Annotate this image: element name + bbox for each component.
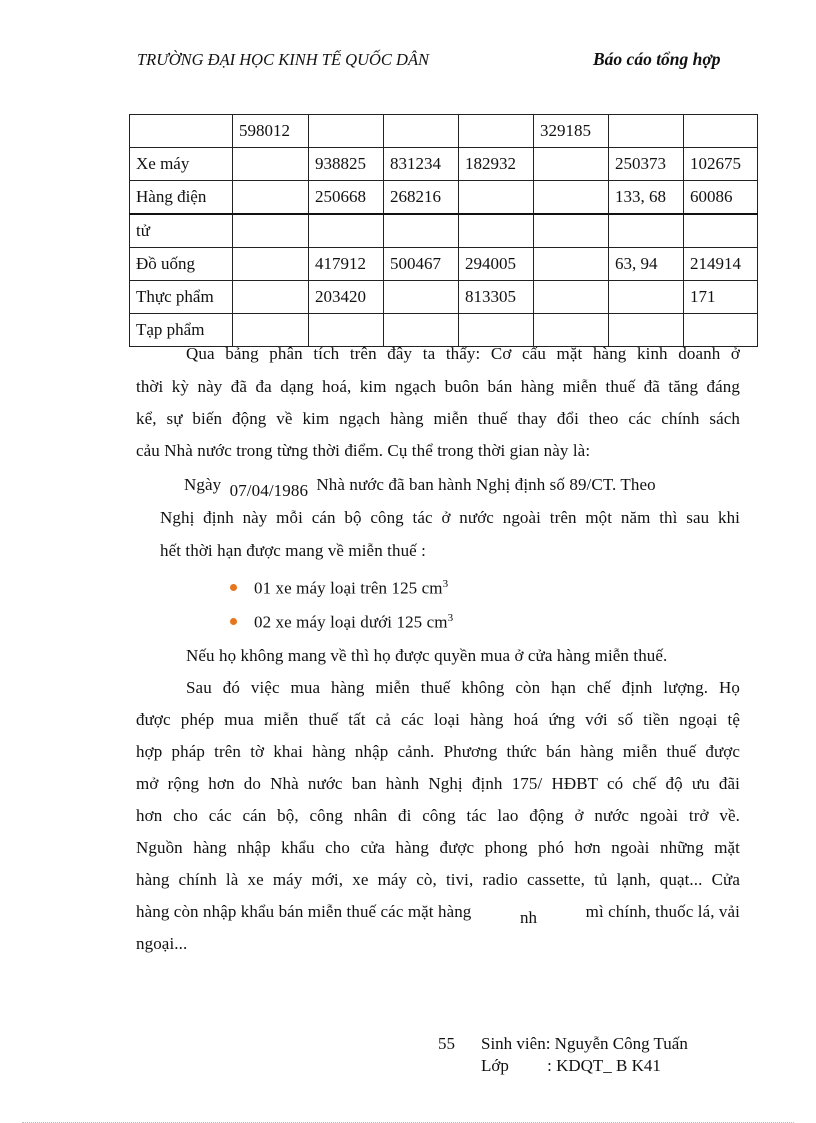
p2-date: 07/04/1986 [229, 481, 309, 500]
table-row [130, 181, 758, 215]
p4-line-9: ngoại... [136, 934, 188, 953]
table-cell [459, 214, 534, 248]
p4-line-7: hàng chính là xe máy mới, xe máy cò, tivi, radio cassette, tủ lạnh, quạt... Cửa [136, 870, 740, 889]
table-cell [384, 314, 459, 347]
p4-line-2: được phép mua miễn thuế tất cả các loại hàng hoá ứng với số tiền ngoại tệ [136, 710, 740, 729]
bullet-2-sup: 3 [447, 612, 454, 624]
bullet-dot-icon [230, 584, 237, 591]
table-cell [609, 314, 684, 347]
table-cell: 500467 [384, 248, 459, 281]
table-cell: 63, 94 [609, 248, 684, 281]
table-cell: tử [130, 214, 233, 248]
table-cell [534, 148, 609, 181]
table-cell: 294005 [459, 248, 534, 281]
p2-line-2: Nghị định này mỗi cán bộ công tác ở nước ngoài trên một năm thì sau khi [160, 508, 740, 527]
table-cell: 938825 [309, 148, 384, 181]
table-cell [459, 115, 534, 148]
table-cell [384, 214, 459, 248]
table-cell: 182932 [459, 148, 534, 181]
table-cell [534, 214, 609, 248]
table-cell: 171 [684, 281, 758, 314]
table-cell: 133, 68 [609, 181, 684, 215]
table-cell [534, 181, 609, 215]
table-cell: 598012 [233, 115, 309, 148]
table-cell [459, 181, 534, 215]
table-cell [233, 148, 309, 181]
table-row [130, 314, 758, 347]
table-cell: 417912 [309, 248, 384, 281]
p4-line-8 [136, 902, 740, 927]
table-cell [233, 181, 309, 215]
table-cell: Hàng điện [130, 181, 233, 215]
table-row [130, 148, 758, 181]
bullet-1-text: 01 xe máy loại trên 125 cm [254, 578, 443, 598]
bullet-dot-icon [230, 618, 237, 625]
student-name: Sinh viên: Nguyễn Công Tuấn [481, 1034, 688, 1053]
p1-line-1: Qua bảng phân tích trên đây ta thấy: Cơ cấu mặt hàng kinh doanh ở [186, 344, 740, 363]
data-table [129, 114, 758, 347]
table-cell: 813305 [459, 281, 534, 314]
table-row [130, 281, 758, 314]
table-cell [534, 248, 609, 281]
table-cell [233, 214, 309, 248]
table-cell: 831234 [384, 148, 459, 181]
p1-line-3: kể, sự biến động về kim ngạch hàng miễn thuế thay đổi theo các chính sách [136, 409, 740, 428]
table-cell [609, 115, 684, 148]
p2-line-3: hết thời hạn được mang về miễn thuế : [160, 541, 426, 560]
table-cell: 268216 [384, 181, 459, 215]
table-cell [233, 248, 309, 281]
table-cell [384, 281, 459, 314]
p1-line-2: thời kỳ này đã đa dạng hoá, kim ngạch buôn bán hàng miễn thuế đã tăng đáng [136, 377, 740, 396]
class-name: Lớp : KDQT_ B K41 [481, 1056, 661, 1075]
table-cell: Tạp phẩm [130, 314, 233, 347]
p4-last-pre: hàng còn nhập khẩu bán miễn thuế các mặt hàng [136, 902, 472, 921]
p2-pre: Ngày [184, 475, 222, 494]
table-cell [609, 214, 684, 248]
p4-line-3: hợp pháp trên tờ khai hàng nhập cảnh. Phương thức bán hàng miễn thuế được [136, 742, 740, 761]
p4-line-5: hơn cho các cán bộ, công nhân đi công tác lao động ở nước ngoài trở về. [136, 806, 740, 825]
table-cell [534, 281, 609, 314]
table-cell [309, 115, 384, 148]
bullet-item-1 [254, 578, 448, 599]
table-cell: 214914 [684, 248, 758, 281]
table-cell [233, 314, 309, 347]
table-cell: 102675 [684, 148, 758, 181]
table-cell [534, 314, 609, 347]
table-row [130, 248, 758, 281]
table-cell: 250668 [309, 181, 384, 215]
bullet-1-sup: 3 [442, 578, 449, 590]
p4-last-post: mì chính, thuốc lá, vải [585, 902, 740, 921]
table-cell [609, 281, 684, 314]
table-cell: 329185 [534, 115, 609, 148]
p4-line-1: Sau đó việc mua hàng miễn thuế không còn hạn chế định lượng. Họ [186, 678, 740, 697]
p3-line: Nếu họ không mang về thì họ được quyền mua ở cửa hàng miễn thuế. [186, 646, 668, 665]
table-cell [459, 314, 534, 347]
header-report-title: Báo cáo tổng hợp [593, 49, 721, 69]
table-cell [384, 115, 459, 148]
table-cell: Đồ uống [130, 248, 233, 281]
table-cell [130, 115, 233, 148]
bullet-item-2 [254, 612, 453, 633]
p4-last-sub: nh [519, 908, 538, 927]
table-cell [309, 314, 384, 347]
page-number: 55 [438, 1034, 455, 1053]
table-cell: Xe máy [130, 148, 233, 181]
table-cell [684, 115, 758, 148]
table-cell [309, 214, 384, 248]
table-cell [684, 214, 758, 248]
p2-post: Nhà nước đã ban hành Nghị định số 89/CT. Theo [316, 475, 656, 494]
table-cell: 203420 [309, 281, 384, 314]
table-cell: 60086 [684, 181, 758, 215]
header-university: TRƯỜNG ĐẠI HỌC KINH TẾ QUỐC DÂN [137, 50, 430, 69]
p4-line-6: Nguồn hàng nhập khẩu cho cửa hàng được phong phó hơn ngoài những mặt [136, 838, 740, 857]
table-cell [684, 314, 758, 347]
p2-line-1 [184, 475, 740, 500]
table-cell: Thực phẩm [130, 281, 233, 314]
p1-line-4: cảu Nhà nước trong từng thời điểm. Cụ thể trong thời gian này là: [136, 441, 591, 460]
table-row [130, 115, 758, 148]
table-cell [233, 281, 309, 314]
table-row [130, 214, 758, 248]
table-cell: 250373 [609, 148, 684, 181]
p4-line-4: mở rộng hơn do Nhà nước ban hành Nghị định 175/ HĐBT có chế độ ưu đãi [136, 774, 740, 793]
bullet-2-text: 02 xe máy loại dưới 125 cm [254, 612, 448, 632]
